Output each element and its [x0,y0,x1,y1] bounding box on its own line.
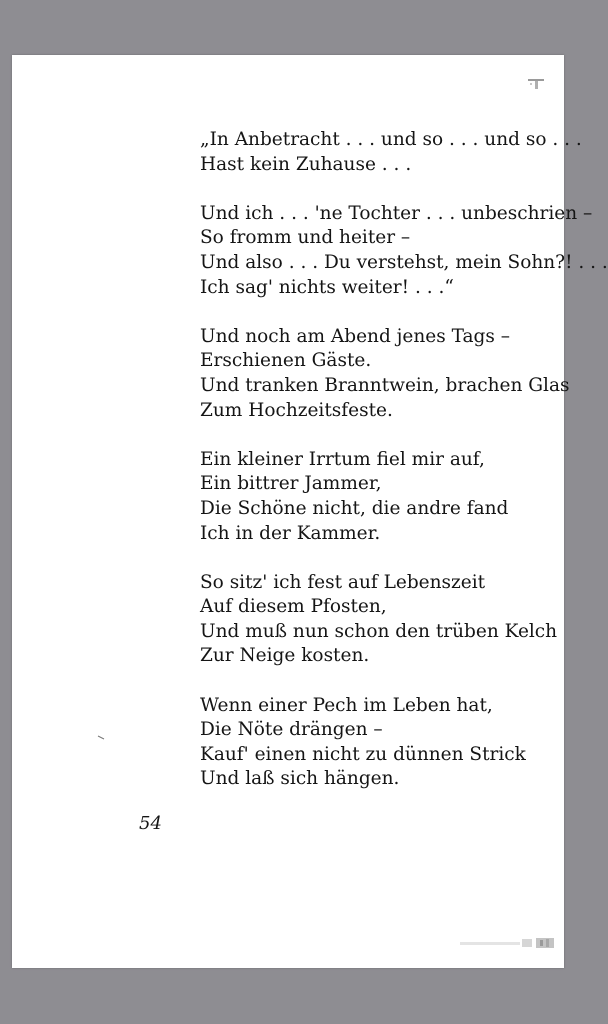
poem-line: So sitz' ich fest auf Lebenszeit [200,571,486,593]
poem-line: „In Anbetracht . . . und so . . . und so . . . [200,129,582,150]
poem-line: Und ich . . . 'ne Tochter . . . unbeschrien – [200,202,593,224]
poem-line: Die Nöte drängen – [200,719,383,741]
poem-line: Zum Hochzeitsfeste. [200,399,393,421]
poem-line: Ein kleiner Irrtum fiel mir auf, [200,448,485,470]
stanza-2 [200,202,608,300]
poem-line: Und tranken Branntwein, brachen Glas [200,374,570,396]
poem-line: Und muß nun schon den trüben Kelch [200,620,558,642]
stanza-6 [200,694,564,792]
poem-line: Die Schöne nicht, die andre fand [200,497,509,519]
poem-line: Zur Neige kosten. [200,645,370,667]
poem-line: So fromm und heiter – [200,227,411,249]
stanza-5 [200,571,564,669]
scan-corner-mark [526,77,546,93]
scan-watermark-smudge [460,936,556,950]
page-number: 54 [139,813,162,834]
poem-line: Und also . . . Du verstehst, mein Sohn?! . . . [200,251,608,273]
stanza-3 [200,325,570,423]
poem-line: Hast kein Zuhause . . . [200,153,412,175]
poem-line: Kauf' einen nicht zu dünnen Strick [200,743,526,765]
poem-line: Wenn einer Pech im Leben hat, [200,694,493,716]
poem-text [200,128,608,792]
scan-speck [98,736,104,739]
poem-line: Erschienen Gäste. [200,350,372,372]
poem-line: Ich sag' nichts weiter! . . .“ [200,276,454,298]
poem-line: Auf diesem Pfosten, [200,596,387,618]
scanned-page [12,55,608,968]
stanza-1 [200,128,582,177]
stanza-4 [200,448,564,546]
poem-line: Und laß sich hängen. [200,768,400,790]
poem-line: Ein bittrer Jammer, [200,473,382,495]
poem-line: Und noch am Abend jenes Tags – [200,325,511,347]
poem-line: Ich in der Kammer. [200,522,381,544]
